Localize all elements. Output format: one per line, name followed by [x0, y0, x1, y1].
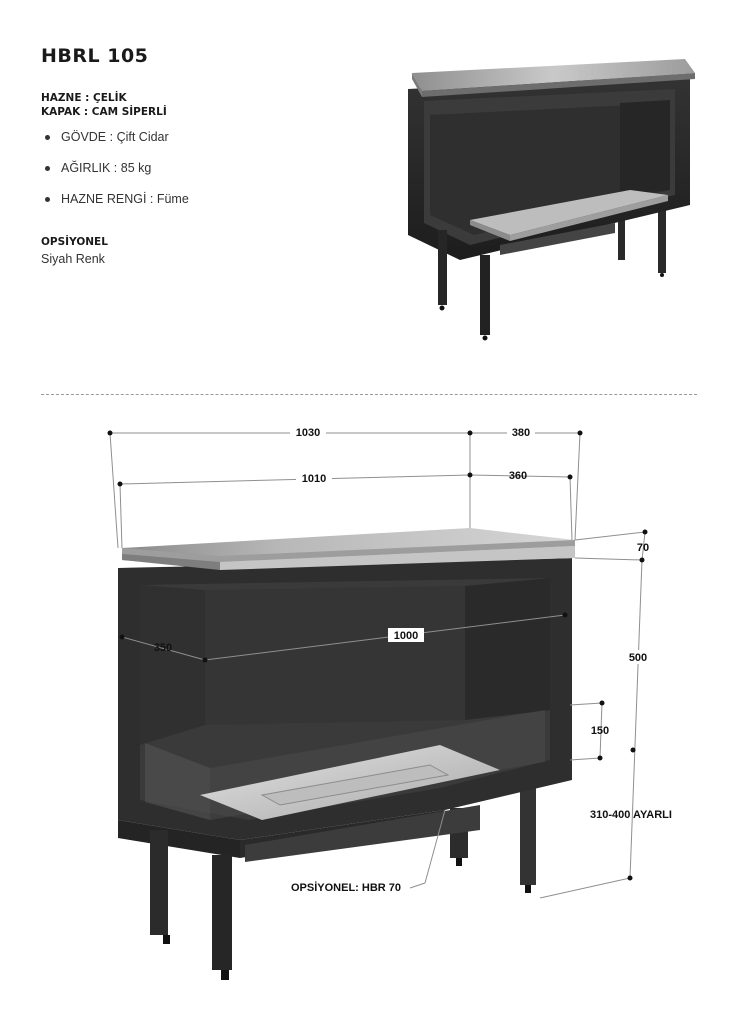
leg-back-right [520, 785, 536, 885]
spec-kapak: KAPAK : CAM SİPERLİ [41, 106, 167, 118]
feature-item: HAZNE RENGİ : Füme [41, 191, 189, 222]
dim-width-outer: 1030 [295, 427, 321, 439]
dim-depth-inner: 360 [508, 470, 528, 482]
dim-leg-height: 310-400 AYARLI [590, 809, 672, 821]
dim-glass-height: 150 [590, 725, 610, 737]
dim-depth-outer: 380 [511, 427, 531, 439]
feature-item: AĞIRLIK : 85 kg [41, 160, 189, 191]
dimension-diagram [0, 400, 749, 1000]
option-label: OPSİYONEL: HBR 70 [290, 882, 402, 894]
dim-top-thickness: 70 [636, 542, 650, 554]
product-title: HBRL 105 [41, 45, 149, 67]
leg-front-right [212, 855, 232, 970]
section-divider [41, 394, 697, 395]
leg-front-left [150, 830, 168, 935]
dim-body-height: 500 [628, 652, 648, 664]
dim-inner-width: 1000 [393, 630, 419, 642]
option-title: OPSİYONEL [41, 236, 108, 248]
feature-list [41, 129, 189, 222]
feature-item: GÖVDE : Çift Cidar [41, 129, 189, 160]
dim-width-inner: 1010 [301, 473, 327, 485]
dim-inner-depth: 350 [153, 642, 173, 654]
spec-hazne: HAZNE : ÇELİK [41, 92, 127, 104]
product-image [400, 55, 700, 350]
option-text: Siyah Renk [41, 252, 105, 266]
